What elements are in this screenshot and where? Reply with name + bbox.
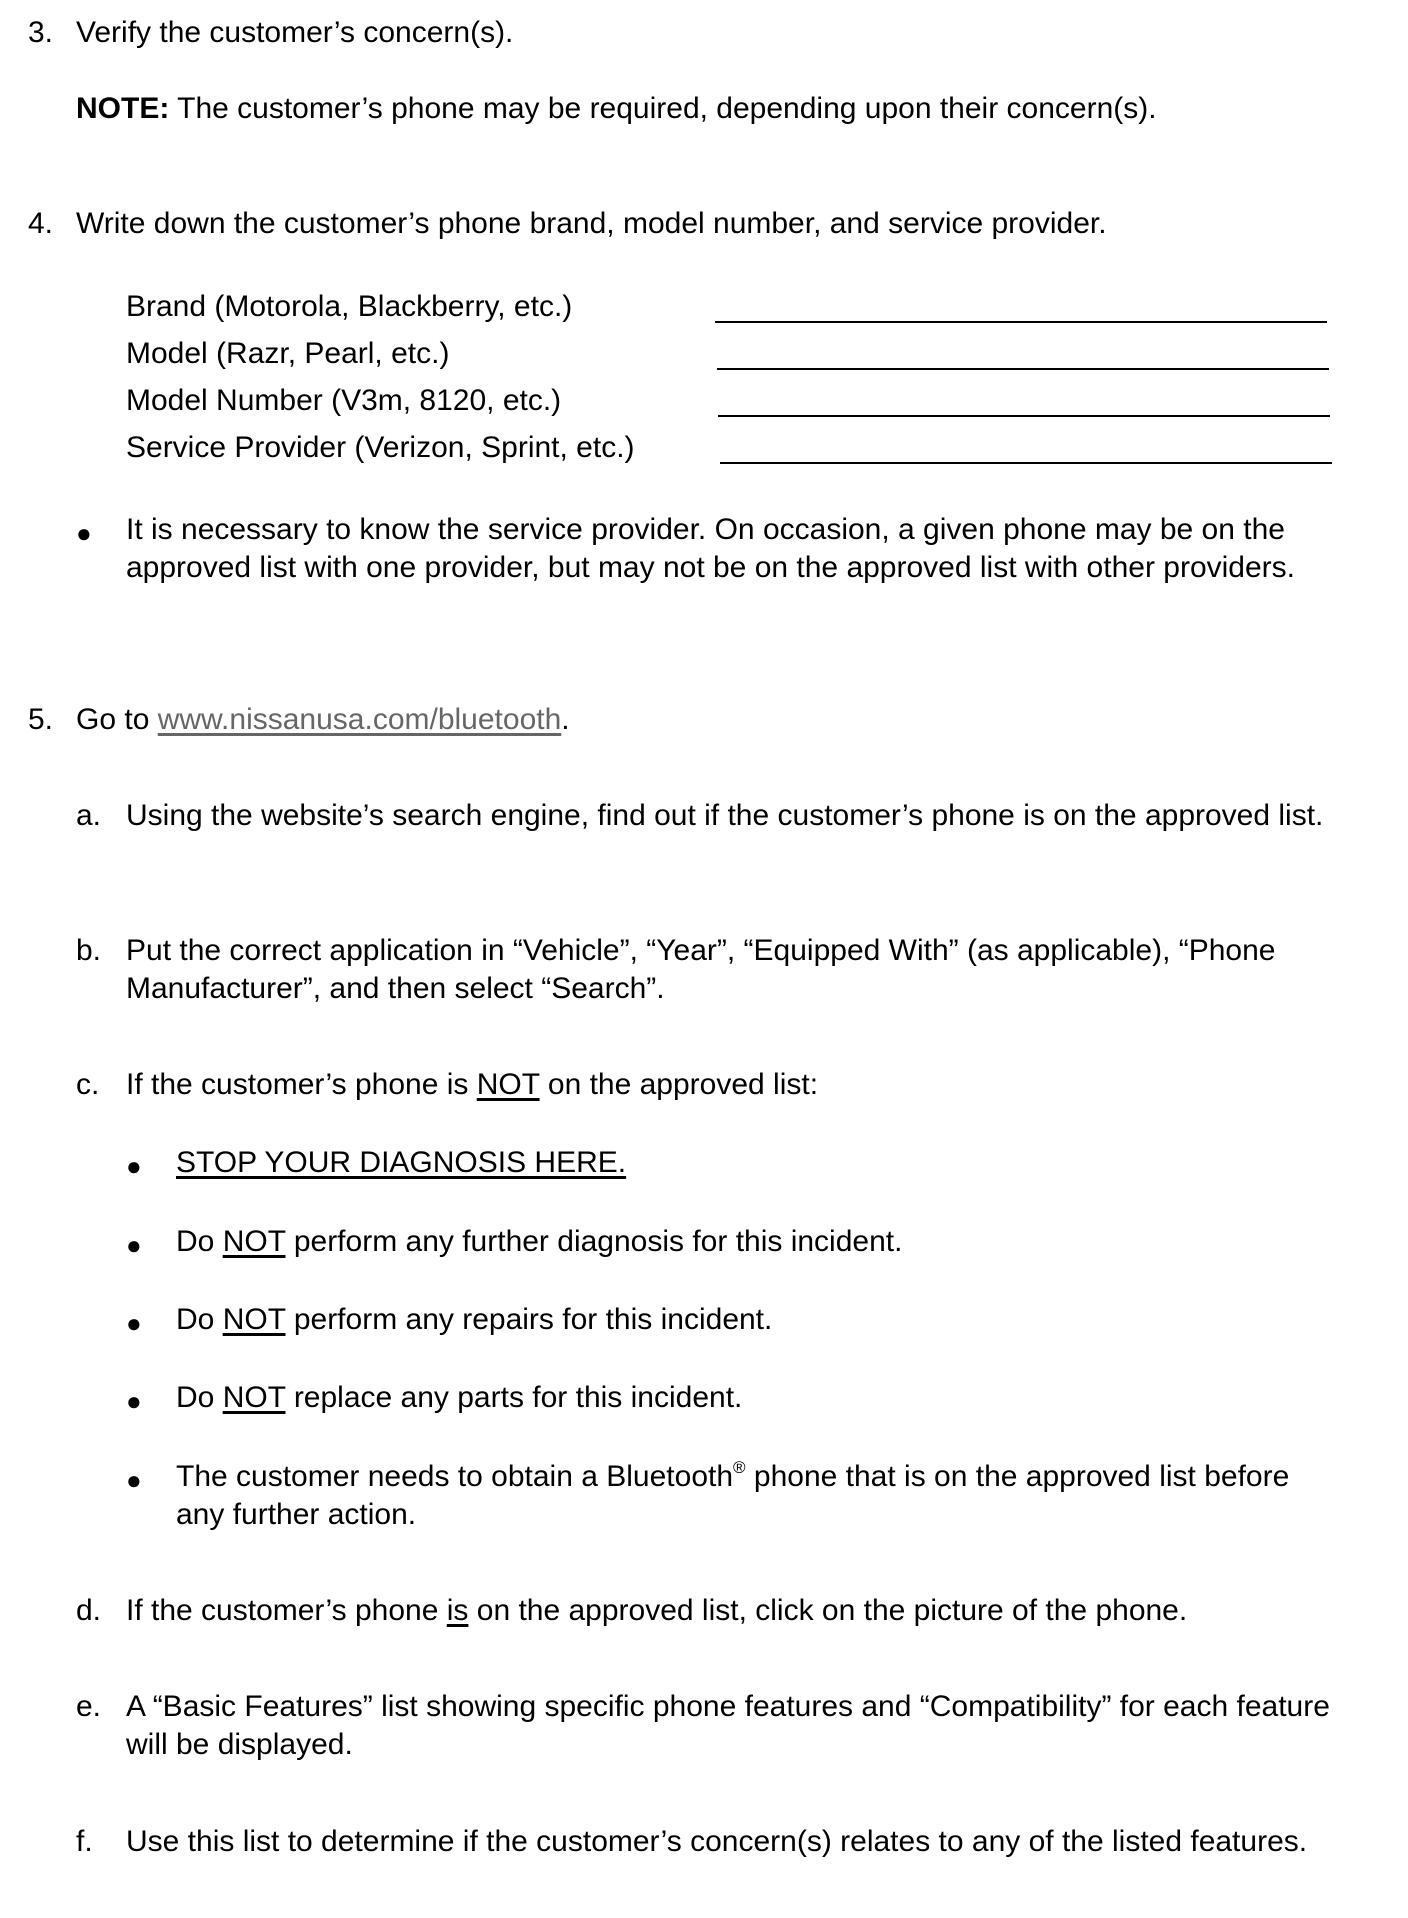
bullet-rest: replace any parts for this incident. (285, 1381, 743, 1414)
not-word: NOT (222, 1381, 286, 1414)
step-5-suffix: . (561, 703, 570, 736)
stop-diagnosis-text: STOP YOUR DIAGNOSIS HERE. (176, 1146, 627, 1179)
field-label-model-number: Model Number (V3m, 8120, etc.) (126, 384, 562, 417)
step-5d-letter: d. (76, 1594, 102, 1627)
step-5c-pre: If the customer’s phone is (126, 1068, 477, 1101)
bullet-rest: perform any repairs for this incident. (285, 1303, 773, 1336)
bullet-dot: ● (126, 1465, 142, 1495)
step-3-text: Verify the customer’s concern(s). (76, 16, 514, 49)
do-word: Do (176, 1381, 223, 1414)
nissan-bluetooth-link[interactable]: www.nissanusa.com/bluetooth (157, 703, 562, 736)
step-4-number: 4. (28, 207, 54, 240)
step-5a-text: Using the website’s search engine, find out if the customer’s phone is on the approved list. (126, 799, 1324, 832)
note-text: The customer’s phone may be required, depending upon their concern(s). (169, 92, 1157, 125)
note-label: NOTE: (76, 92, 170, 125)
step-5d-emphasis: is (446, 1594, 469, 1627)
step-5b-text: Put the correct application in “Vehicle”, “Year”, “Equipped With” (as applicable), “Phone Manufacturer”, and then select “Search”. (126, 934, 1276, 1005)
step-5-prefix: Go to (76, 703, 158, 736)
step-5f-letter: f. (76, 1825, 93, 1858)
not-word: NOT (222, 1303, 286, 1336)
field-line-service-provider (720, 462, 1332, 464)
field-label-service-provider: Service Provider (Verizon, Sprint, etc.) (126, 431, 635, 464)
step-5a-letter: a. (76, 799, 102, 832)
step-5c-letter: c. (76, 1068, 100, 1101)
step-5d-post: on the approved list, click on the picture of the phone. (468, 1594, 1188, 1627)
bullet-dot: ● (76, 518, 92, 548)
step-5e-text: A “Basic Features” list showing specific phone features and “Compatibility” for each feature will be displayed. (126, 1690, 1330, 1761)
field-line-model (717, 368, 1329, 370)
step-4-text: Write down the customer’s phone brand, model number, and service provider. (76, 207, 1107, 240)
bullet-dot: ● (126, 1230, 142, 1260)
step-5c-text (126, 1066, 818, 1104)
bullet-dot: ● (126, 1151, 142, 1181)
step-5c-post: on the approved list: (539, 1068, 819, 1101)
step-5d-text (126, 1592, 1187, 1630)
bullet-post: phone that is on the approved list before any further action. (176, 1460, 1290, 1531)
step-5b-letter: b. (76, 934, 102, 967)
no-further-diagnosis-text (176, 1223, 902, 1261)
field-label-brand: Brand (Motorola, Blackberry, etc.) (126, 290, 573, 323)
obtain-approved-phone-text (176, 1458, 1326, 1534)
step-4-bullet-text: It is necessary to know the service provider. On occasion, a given phone may be on the approved list with one provider, but may not be on the approved list with other providers. (126, 513, 1295, 584)
bullet-rest: perform any further diagnosis for this incident. (285, 1225, 903, 1258)
bullet-dot: ● (126, 1386, 142, 1416)
step-5d-pre: If the customer’s phone (126, 1594, 447, 1627)
field-label-model: Model (Razr, Pearl, etc.) (126, 337, 450, 370)
registered-mark: ® (733, 1458, 746, 1477)
step-3-number: 3. (28, 16, 54, 49)
no-parts-replacement-text (176, 1379, 742, 1417)
do-word: Do (176, 1303, 223, 1336)
field-line-brand (715, 321, 1327, 323)
step-5-text (76, 701, 570, 739)
not-word: NOT (222, 1225, 286, 1258)
bullet-pre: The customer needs to obtain a Bluetooth (176, 1460, 734, 1493)
step-5-number: 5. (28, 703, 54, 736)
field-line-model-number (718, 415, 1330, 417)
do-word: Do (176, 1225, 223, 1258)
step-3-note (76, 90, 1157, 128)
step-5e-letter: e. (76, 1690, 102, 1723)
step-5c-emphasis: NOT (476, 1068, 540, 1101)
bullet-dot: ● (126, 1308, 142, 1338)
step-5f-text: Use this list to determine if the customer’s concern(s) relates to any of the listed features. (126, 1825, 1308, 1858)
no-repairs-text (176, 1301, 772, 1339)
